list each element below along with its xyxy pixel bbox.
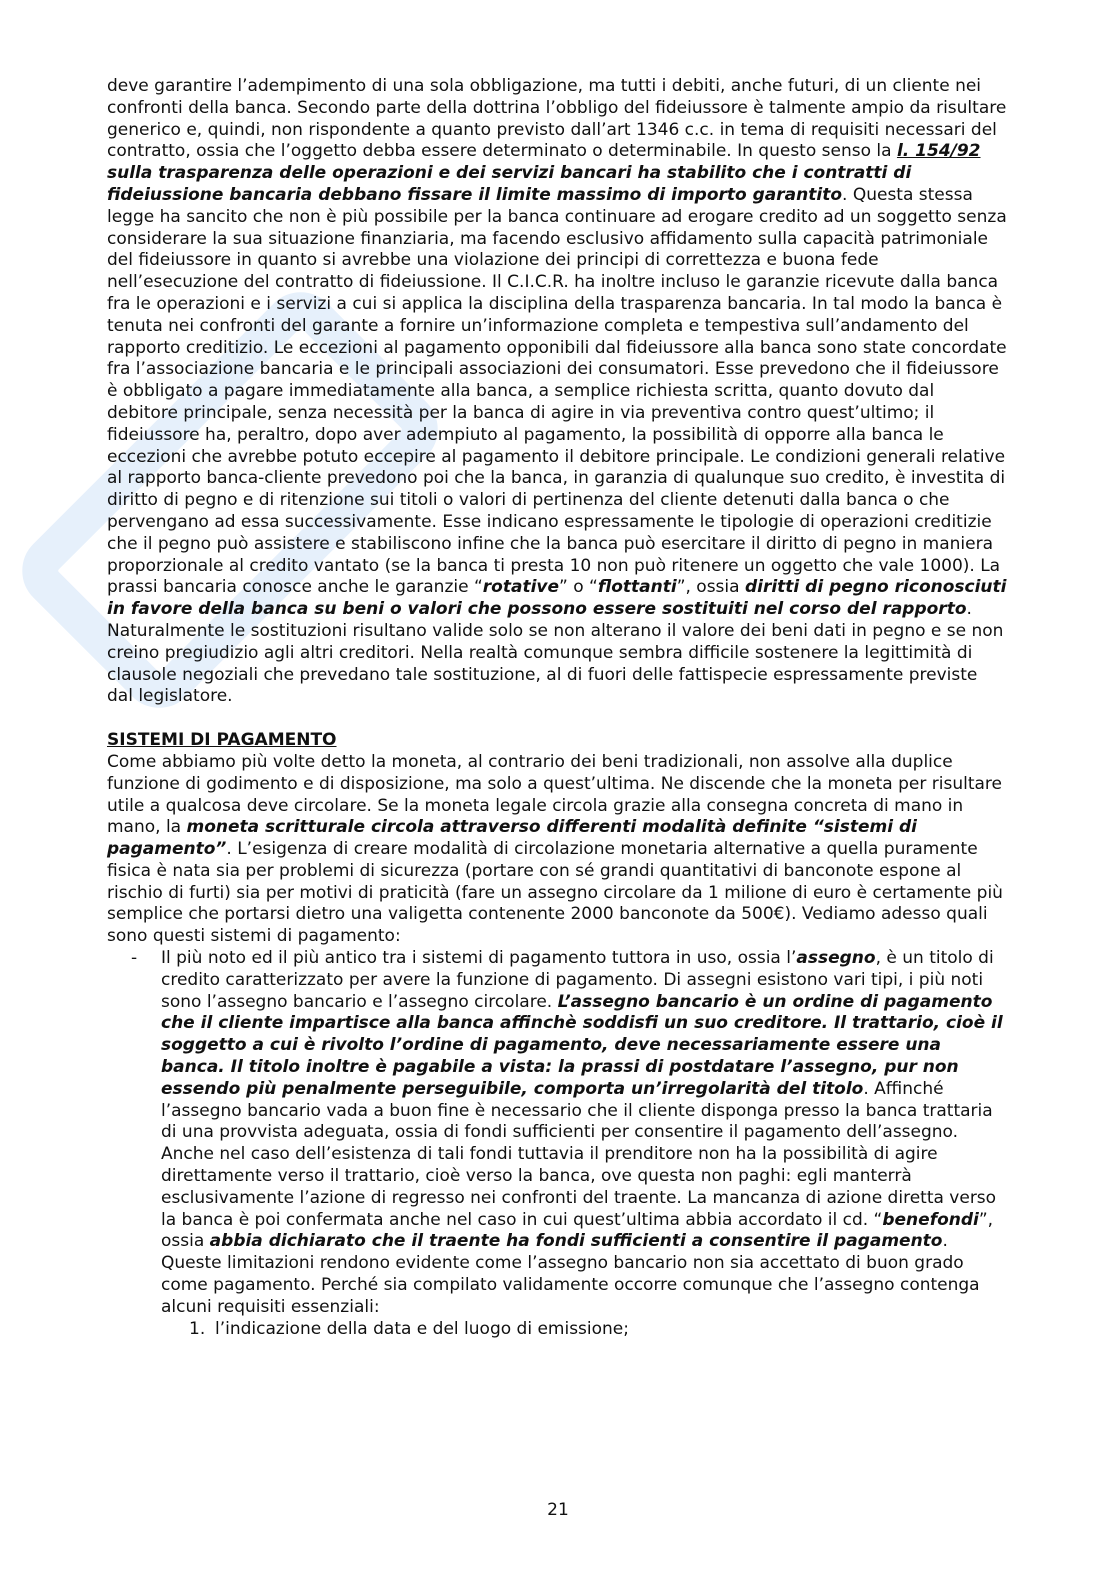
body-text: Il più noto ed il più antico tra i sistemi di pagamento tuttora in uso, ossia l’ (161, 948, 797, 969)
body-text: ” o “ (559, 577, 598, 598)
document-page (107, 76, 1007, 1340)
bullet-list (107, 948, 1007, 1340)
numbered-list (161, 1319, 1007, 1341)
numbered-item (161, 1319, 1007, 1341)
body-text: . Naturalmente le sostituzioni risultano valide solo se non alterano il valore dei beni dati in pegno e se non creino pregiudizio agli altri creditori. Nella realtà comunque sembra difficile sostenere la legittimità di clausole negoziali che prevedano tale sostituzione, al di fuori delle fattispecie espressamente previste dal legislatore. (107, 599, 1004, 707)
paragraph-fideiussione (107, 76, 1007, 708)
emphasis-text: sulla trasparenza delle operazioni e dei servizi bancari ha stabilito che i contratti di fideiussione bancaria debbano fissare il limite massimo di importo garantito (107, 163, 912, 205)
body-text: . Queste limitazioni rendono evidente come l’assegno bancario non sia accettato di buon grado come pagamento. Perché sia compilato validamente occorre comunque che l’assegno contenga alcuni requisiti essenziali: (161, 1231, 980, 1317)
emphasis-text: diritti di pegno riconosciuti in favore della banca su beni o valori che possono essere sostituiti nel corso del rapporto (107, 577, 1007, 620)
bullet-mark: - (131, 948, 138, 969)
emphasis-text: abbia dichiarato che il traente ha fondi sufficienti a consentire il pagamento (209, 1231, 943, 1252)
body-text: ”, ossia (161, 1209, 994, 1252)
emphasis-text: moneta scritturale circola attraverso differenti modalità definite “sistemi di pagamento” (107, 817, 917, 860)
emphasis-text: benefondi (882, 1209, 979, 1230)
emphasis-text: l. 154/92 (896, 141, 981, 162)
body-text: . Affinché l’assegno bancario vada a buon fine è necessario che il cliente disponga presso la banca trattaria di una provvista adeguata, ossia di fondi sufficienti per consentire il pagamento dell’assegno. Anche nel caso dell’esistenza di tali fondi tuttavia il prenditore non ha la possibilità di agire direttamente verso il trattario, cioè verso la banca, ove questa non paghi: egli manterrà esclusivamente l’azione di regresso nei confronti del traente. La mancanza di azione diretta verso la banca è poi confermata anche nel caso in cui quest’ultima abbia accordato il cd. “ (161, 1078, 997, 1230)
emphasis-text: rotative (482, 577, 560, 598)
paragraph-sistemi-pagamento (107, 752, 1007, 948)
emphasis-text: assegno (796, 948, 876, 969)
body-text: Come abbiamo più volte detto la moneta, al contrario dei beni tradizionali, non assolve alla duplice funzione di godimento e di disposizione, ma solo a quest’ultima. Ne discende che la moneta per risultare utile a qualcosa deve circolare. Se la moneta legale circola grazie alla consegna concreta di mano in mano, la (107, 751, 1002, 838)
list-item (107, 948, 1007, 1340)
item-text: l’indicazione della data e del luogo di emissione; (215, 1318, 629, 1339)
body-text: ”, ossia (676, 577, 745, 598)
body-text: deve garantire l’adempimento di una sola obbligazione, ma tutti i debiti, anche futuri, di un cliente nei confronti della banca. Secondo parte della dottrina l’obbligo del fideiussore è talmente ampio da risultare generico e, quindi, non rispondente a quanto previsto dall’art 1346 c.c. in tema di requisiti necessari del contratto, ossia che l’oggetto debba essere determinato o determinabile. In questo senso la (107, 76, 1007, 162)
spacer (107, 708, 1007, 730)
emphasis-text: flottanti (597, 577, 677, 598)
body-text: , è un titolo di credito caratterizzato per avere la funzione di pagamento. Di assegni esistono vari tipi, i più noti sono l’assegno bancario e l’assegno circolare. (161, 948, 994, 1012)
item-number: 1. (189, 1318, 206, 1339)
page-number: 21 (547, 1500, 569, 1520)
body-text: . Questa stessa legge ha sancito che non è più possibile per la banca continuare ad erogare credito ad un soggetto senza considerare la sua situazione finanziaria, ma facendo esclusivo affidamento sulla capacità patrimoniale del fideiussore in quanto si avrebbe una violazione dei principi di correttezza e buona fede nell’esecuzione del contratto di fideiussione. Il C.I.C.R. ha inoltre incluso le garanzie ricevute dalla banca fra le operazioni e i servizi a cui si applica la disciplina della trasparenza bancaria. In tal modo la banca è tenuta nei confronti del garante a fornire un’informazione completa e tempestiva sull’andamento del rapporto creditizio. Le eccezioni al pagamento opponibili dal fideiussore alla banca sono state concordate fra l’associazione bancaria e le principali associazioni dei consumatori. Esse prevedono che il fideiussore è obbligato a pagare immediatamente alla banca, a semplice richiesta scritta, quanto dovuto dal debitore principale, senza necessità per la banca di agire in via preventiva contro quest’ultimo; il fideiussore ha, peraltro, dopo aver adempiuto al pagamento, la possibilità di opporre alla banca le eccezioni che avrebbe potuto eccepire al pagamento il debitore principale. Le condizioni generali relative al rapporto banca-cliente prevedono poi che la banca, in garanzia di qualunque suo credito, è investita di diritto di pegno e di ritenzione sui titoli o valori di pertinenza del cliente detenuti dalla banca o che pervengano ad essa successivamente. Esse indicano espressamente le tipologie di operazioni creditizie che il pegno può assistere e stabiliscono infine che la banca può esercitare il diritto di pegno in maniera proporzionale al credito vantato (se la banca ti presta 10 non può ritenere un oggetto che vale 1000). La prassi bancaria conosce anche le garanzie “ (107, 184, 1007, 598)
body-text: . L’esigenza di creare modalità di circolazione monetaria alternative a quella puramente fisica è nata sia per problemi di sicurezza (portare con sé grandi quantitativi di banconote espone al rischio di furti) sia per motivi di praticità (fare un assegno circolare da 1 milione di euro è certamente più semplice che portarsi dietro una valigetta contenente 2000 banconote da 500€). Vediamo adesso quali sono questi sistemi di pagamento: (107, 839, 1003, 947)
emphasis-text: L’assegno bancario è un ordine di pagamento che il cliente impartisce alla banca affinchè soddisfi un suo creditore. Il trattario, cioè il soggetto a cui è rivolto l’ordine di pagamento, deve necessariamente essere una banca. Il titolo inoltre è pagabile a vista: la prassi di postdatare l’assegno, pur non essendo più penalmente perseguibile, comporta un’irregolarità del titolo (161, 991, 1003, 1099)
list-item-text (161, 948, 1003, 1317)
section-heading: SISTEMI DI PAGAMENTO (107, 730, 337, 751)
